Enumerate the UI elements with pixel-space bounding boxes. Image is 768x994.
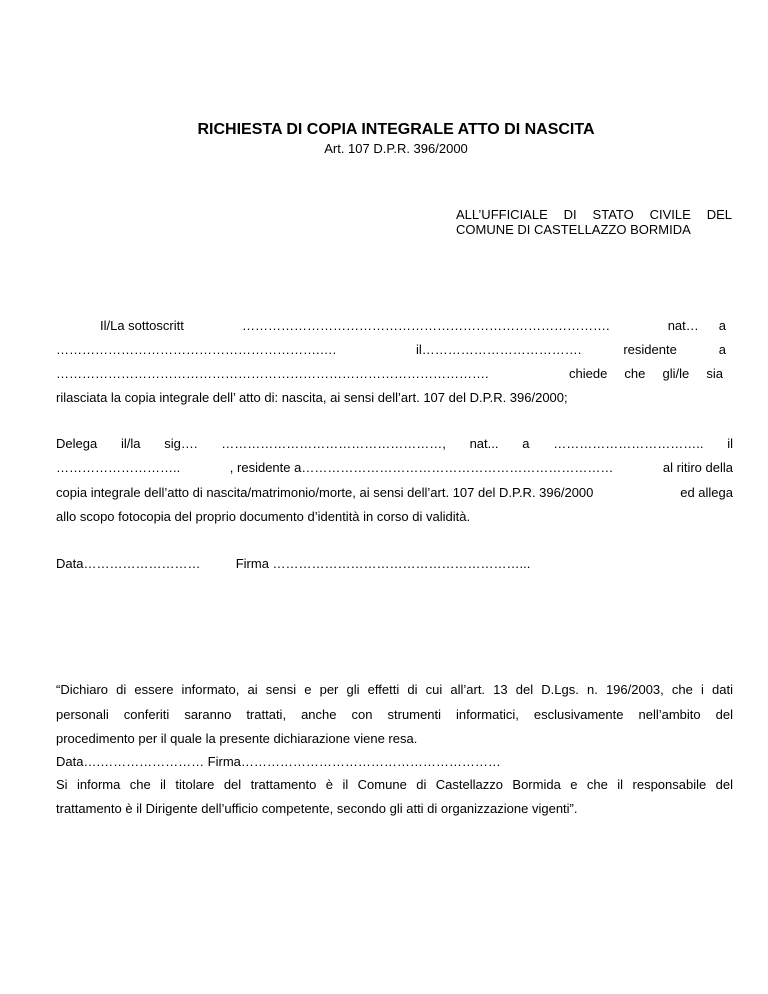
delegate-birthdate-field: ………………………..	[56, 460, 181, 475]
request-text: a	[718, 318, 726, 333]
privacy-line-1	[56, 682, 733, 697]
delegate-birthplace-field: ……………………………..	[553, 436, 704, 451]
request-text: Il/La sottoscritt	[100, 318, 184, 333]
recipient-line: ALL’UFFICIALE DI STATO CIVILE DEL	[456, 207, 732, 222]
delegation-line-3	[56, 485, 733, 500]
request-text: residente	[623, 342, 677, 357]
privacy-line-5	[56, 777, 733, 792]
birthplace-field: …………………………………………………….….	[56, 342, 337, 357]
request-text: a	[718, 342, 726, 357]
delegation-text: ed allega	[680, 485, 733, 500]
request-line-2	[56, 342, 726, 357]
delegation-text: il	[727, 436, 733, 451]
delegation-text: a	[522, 436, 530, 451]
delegation-line-4: allo scopo fotocopia del proprio documento d’identità in corso di validità.	[56, 509, 471, 524]
request-line-1	[100, 318, 726, 333]
signature-field: Firma …………………………………………………...	[235, 556, 531, 571]
privacy-line-3: procedimento per il quale la presente dichiarazione viene resa.	[56, 731, 418, 746]
request-text: che	[624, 366, 646, 381]
privacy-line-6: trattamento è il Dirigente dell’ufficio competente, secondo gli atti di organizzazione vigenti”.	[56, 801, 578, 816]
delegate-residence-field: , residente a………………………………………………………………	[229, 460, 614, 475]
document-subtitle: Art. 107 D.P.R. 396/2000	[324, 141, 468, 156]
document-title: RICHIESTA DI COPIA INTEGRALE ATTO DI NASCITA	[197, 121, 595, 138]
privacy-text: personali conferiti saranno trattati, anche con strumenti informatici, esclusivamente nell’ambito del	[56, 707, 733, 722]
request-text: chiede	[569, 366, 608, 381]
request-text: gli/le	[662, 366, 690, 381]
delegation-text: copia integrale dell’atto di nascita/matrimonio/morte, ai sensi dell’art. 107 del D.P.R. 396/2000	[56, 485, 594, 500]
request-text: nat…	[667, 318, 699, 333]
privacy-text: Si informa che il titolare del trattamento è il Comune di Castellazzo Bormida e che il responsabile del	[56, 777, 733, 792]
privacy-line-2	[56, 707, 733, 722]
delegation-line-2	[56, 460, 733, 475]
signature-line	[56, 556, 732, 571]
request-line-3	[56, 366, 723, 381]
delegate-name-field: ……………………………………………,	[221, 436, 446, 451]
delegation-text: al ritiro della	[662, 460, 733, 475]
request-line-4: rilasciata la copia integrale dell’ atto di: nascita, ai sensi dell’art. 107 del D.P.R. 396/2000;	[56, 390, 568, 405]
delegation-text: nat...	[469, 436, 499, 451]
privacy-text: “Dichiaro di essere informato, ai sensi e per gli effetti di cui all’art. 13 del D.Lgs. n. 196/2003, che i dati	[56, 682, 733, 697]
delegation-text: sig….	[164, 436, 198, 451]
residence-field: ……………………………………………………………………………………….	[56, 366, 489, 381]
birthdate-field: il……………………………….	[416, 342, 582, 357]
delegation-text: il/la	[120, 436, 141, 451]
privacy-signature-line: Data….…………………… Firma……………………………………………………	[56, 754, 501, 769]
request-text: sia	[706, 366, 723, 381]
date-field: Data………………………	[56, 556, 201, 571]
recipient-line: COMUNE DI CASTELLAZZO BORMIDA	[456, 222, 691, 237]
name-field: ………………………………………………………………………….	[241, 318, 610, 333]
recipient-block	[456, 207, 732, 237]
delegation-line-1	[56, 436, 733, 451]
delegation-text: Delega	[56, 436, 98, 451]
